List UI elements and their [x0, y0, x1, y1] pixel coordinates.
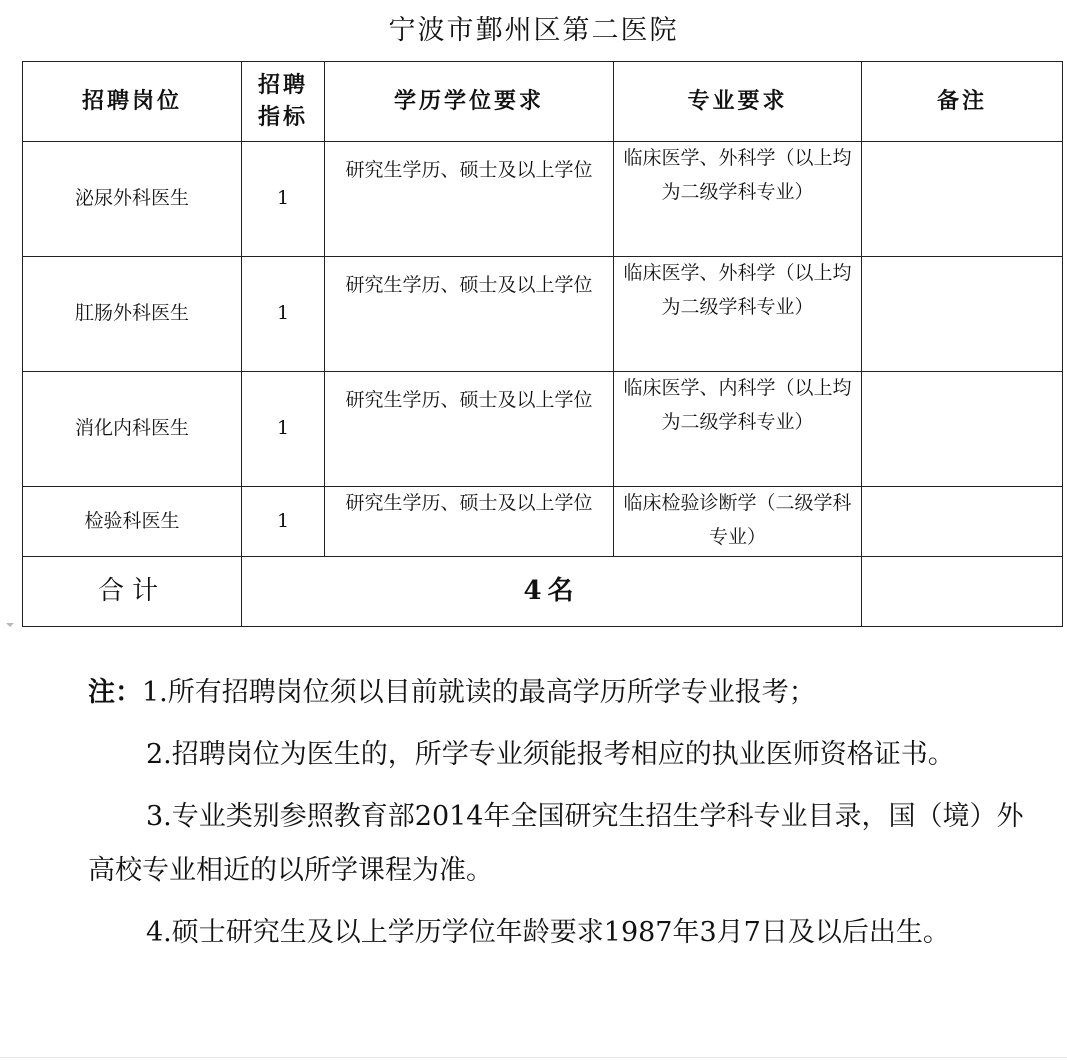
quota-cell: 1: [242, 372, 325, 487]
position-cell: 泌尿外科医生: [23, 142, 242, 257]
table-header-row: [23, 62, 1063, 142]
note-item-2: 2.招聘岗位为医生的，所学专业须能报考相应的执业医师资格证书。: [146, 739, 955, 770]
major-cell: 临床医学、外科学（以上均为二级学科专业）: [614, 257, 862, 372]
header-major: 专业要求: [614, 62, 862, 142]
education-cell: 研究生学历、硕士及以上学位: [325, 487, 614, 557]
table-row: [23, 257, 1063, 372]
remark-cell: [862, 487, 1063, 557]
page-title: 宁波市鄞州区第二医院: [388, 15, 679, 46]
header-education: 学历学位要求: [325, 62, 614, 142]
note-item-4: 4.硕士研究生及以上学历学位年龄要求1987年3月7日及以后出生。: [146, 917, 950, 948]
quota-cell: 1: [242, 257, 325, 372]
table-row: [23, 487, 1063, 557]
position-cell: 检验科医生: [23, 487, 242, 557]
quota-cell: 1: [242, 142, 325, 257]
page-divider: [0, 1057, 1067, 1058]
position-cell: 消化内科医生: [23, 372, 242, 487]
recruitment-table: [22, 61, 1063, 627]
position-cell: 肛肠外科医生: [23, 257, 242, 372]
major-cell: 临床医学、外科学（以上均为二级学科专业）: [614, 142, 862, 257]
total-remark-cell: [862, 557, 1063, 627]
note-text-1: 1.所有招聘岗位须以目前就读的最高学历所学专业报考；: [142, 677, 816, 708]
notes-label: 注：: [88, 677, 142, 708]
education-cell: 研究生学历、硕士及以上学位: [325, 142, 614, 257]
header-remark: 备注: [862, 62, 1063, 142]
header-quota: 招聘指标: [242, 62, 325, 142]
major-cell: 临床医学、内科学（以上均为二级学科专业）: [614, 372, 862, 487]
table-row: [23, 142, 1063, 257]
remark-cell: [862, 372, 1063, 487]
total-count: 4名: [242, 557, 862, 627]
remark-cell: [862, 257, 1063, 372]
major-cell: 临床检验诊断学（二级学科专业）: [614, 487, 862, 557]
total-row: [23, 557, 1063, 627]
remark-cell: [862, 142, 1063, 257]
note-item-3: 3.专业类别参照教育部2014年全国研究生招生学科专业目录，国（境）外高校专业相近的以所学课程为准。: [88, 801, 1024, 886]
header-position: 招聘岗位: [23, 62, 242, 142]
education-cell: 研究生学历、硕士及以上学位: [325, 372, 614, 487]
quota-cell: 1: [242, 487, 325, 557]
total-label: 合计: [23, 557, 242, 627]
table-row: [23, 372, 1063, 487]
notes-section: [88, 666, 1028, 960]
paragraph-marker-icon: [6, 623, 14, 627]
note-item-1: [88, 666, 1028, 720]
education-cell: 研究生学历、硕士及以上学位: [325, 257, 614, 372]
